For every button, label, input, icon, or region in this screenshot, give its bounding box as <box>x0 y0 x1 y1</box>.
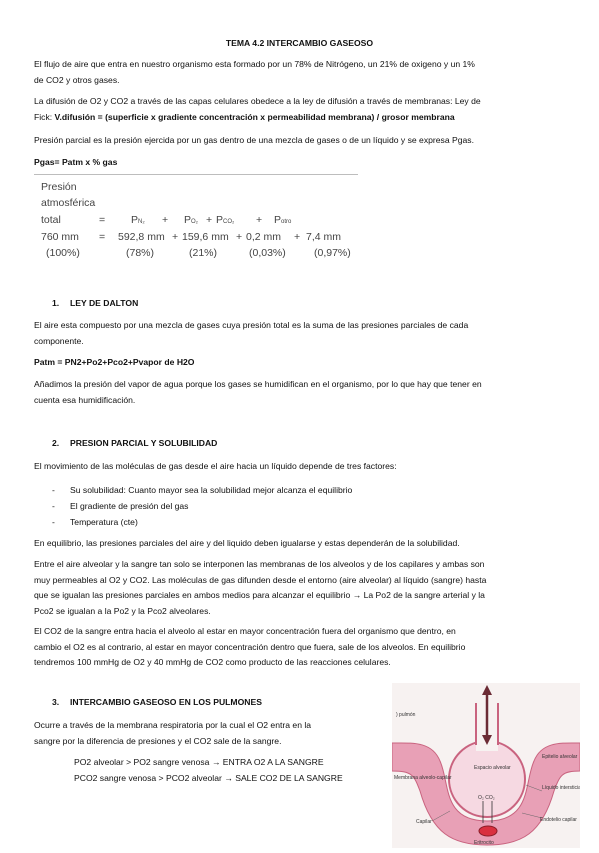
subscript: CO₂ <box>223 219 235 225</box>
text-line: La difusión de O2 y CO2 a través de las capas celulares obedece a la ley de difusión a través de membranas: Ley de <box>34 96 481 106</box>
section-title: LEY DE DALTON <box>70 298 139 308</box>
table-label-atmosferica: atmosférica <box>41 197 96 209</box>
exchange-rule-co2: PCO2 sangre venosa > PCO2 alveolar → SALE CO2 DE LA SANGRE <box>74 773 343 783</box>
pgas-formula: Pgas= Patm x % gas <box>34 157 118 167</box>
solubility-paragraph-2: En equilibrio, las presiones parciales del aire y del liquido deben igualarse y estas dependerán de la solubilidad. <box>34 538 460 548</box>
table-label-presion: Presión <box>41 181 77 193</box>
p-symbol: P <box>184 214 192 226</box>
table-po2 <box>184 214 198 226</box>
table-n2-pct: (78%) <box>126 247 155 259</box>
figure-label-membrana: Membrana alveolo-capilar <box>394 775 452 781</box>
alveolar-membrane-figure <box>392 683 580 848</box>
table-plus: + <box>294 231 301 243</box>
bullet-dash: - <box>52 517 55 527</box>
fick-formula: V.difusión = (superficie x gradiente concentración x permeabilidad membrana) / grosor membrana <box>54 111 455 122</box>
dalton-paragraph-1 <box>34 318 468 349</box>
section-title: INTERCAMBIO GASEOSO EN LOS PULMONES <box>70 697 262 707</box>
text-line: Añadimos la presión del vapor de agua porque los gases se humidifican en el organismo, por lo que hay que tener en <box>34 379 482 389</box>
pressure-table <box>34 174 358 269</box>
figure-label-gases: O₂ CO₂ <box>478 795 495 801</box>
table-total-value: 760 mm <box>41 231 79 243</box>
list-item-text: Temperatura (cte) <box>70 517 138 527</box>
table-equals: = <box>99 231 106 243</box>
table-pco2 <box>216 214 234 226</box>
list-item-text: Su solubilidad: Cuanto mayor sea la solubilidad mejor alcanza el equilibrio <box>70 485 353 495</box>
table-plus: + <box>162 214 169 226</box>
exchange-rule-o2: PO2 alveolar > PO2 sangre venosa → ENTRA O2 A LA SANGRE <box>74 757 324 767</box>
table-equals: = <box>99 214 106 226</box>
table-other-value: 7,4 mm <box>306 231 342 243</box>
table-other-pct: (0,97%) <box>314 247 351 259</box>
figure-label-epitelio: Epitelio alveolar <box>542 754 578 760</box>
table-o2-pct: (21%) <box>189 247 218 259</box>
intro-paragraph-3: Presión parcial es la presión ejercida por un gas dentro de una mezcla de gases o de un líquido y se expresa Pgas. <box>34 135 474 145</box>
table-plus: + <box>206 214 213 226</box>
section-2-heading <box>52 438 217 448</box>
list-item <box>52 501 188 511</box>
list-item <box>52 517 138 527</box>
dalton-paragraph-2 <box>34 377 482 408</box>
erythrocyte-cell <box>479 826 497 836</box>
section-1-heading <box>52 298 138 308</box>
figure-label-top: ) pulmón <box>396 712 416 718</box>
p-symbol: P <box>216 214 224 226</box>
subscript: otro <box>281 219 292 225</box>
text-line: muy permeables al O2 y CO2. Las moléculas de gas difunden desde el entorno (aire alveolar) al líquido (sangre) hasta <box>34 574 487 585</box>
text-line: componente. <box>34 335 84 346</box>
list-item <box>52 485 352 495</box>
text-line: sangre por la diferencia de presiones y el CO2 sale de la sangre. <box>34 735 282 746</box>
bullet-dash: - <box>52 501 55 511</box>
section-title: PRESION PARCIAL Y SOLUBILIDAD <box>70 438 218 448</box>
intro-paragraph-2 <box>34 94 481 125</box>
text-line: Pco2 se igualan a la Po2 y la Pco2 alveolares. <box>34 605 211 616</box>
dalton-formula: Patm = PN2+Po2+Pco2+Pvapor de H2O <box>34 357 195 367</box>
figure-label-liquido: Líquido intersticial <box>542 785 580 791</box>
list-item-text: El gradiente de presión del gas <box>70 501 189 511</box>
table-label-total: total <box>41 214 61 226</box>
solubility-paragraph-3 <box>34 557 486 619</box>
figure-label-eritrocito: Eritrocito <box>474 840 494 846</box>
section-3-heading <box>52 697 262 707</box>
solubility-paragraph-4 <box>34 624 465 671</box>
fick-label: Fick: <box>34 111 55 122</box>
alveolus <box>449 741 525 817</box>
figure-label-endotelio: Endotelio capilar <box>540 817 577 823</box>
subscript: N₂ <box>138 219 145 225</box>
table-potro <box>274 214 291 226</box>
section-number: 1. <box>52 298 60 308</box>
table-co2-pct: (0,03%) <box>249 247 286 259</box>
solubility-paragraph-1: El movimiento de las moléculas de gas desde el aire hacia un líquido depende de tres factores: <box>34 461 397 471</box>
section-number: 3. <box>52 697 60 707</box>
figure-label-espacio: Espacio alveolar <box>474 765 511 771</box>
alveolus-diagram <box>392 683 580 848</box>
table-o2-value: 159,6 mm <box>182 231 229 243</box>
bullet-dash: - <box>52 485 55 495</box>
text-line: El flujo de aire que entra en nuestro organismo esta formado por un 78% de Nitrógeno, un 21% de oxigeno y un 1% <box>34 59 475 69</box>
text-line: El aire esta compuesto por una mezcla de gases cuya presión total es la suma de las presiones parciales de cada <box>34 320 469 330</box>
p-symbol: P <box>274 214 282 226</box>
page-title: TEMA 4.2 INTERCAMBIO GASEOSO <box>225 38 374 48</box>
table-pn2 <box>131 214 145 226</box>
text-line: Entre el aire alveolar y la sangre tan solo se interponen las membranas de los alveolos y de los capilares y ambas son <box>34 559 485 569</box>
table-plus: + <box>172 231 179 243</box>
exchange-paragraph-1 <box>34 718 311 749</box>
intro-paragraph-1 <box>34 57 475 88</box>
figure-label-capilar: Capilar <box>416 819 432 825</box>
table-plus: + <box>256 214 263 226</box>
table-plus: + <box>236 231 243 243</box>
text-line: Ocurre a través de la membrana respiratoria por la cual el O2 entra en la <box>34 720 312 730</box>
table-co2-value: 0,2 mm <box>246 231 282 243</box>
text-line <box>34 110 481 126</box>
text-line: El CO2 de la sangre entra hacia el alveolo al estar en mayor concentración fuera del organismo que dentro, en <box>34 626 456 636</box>
text-line: que se igualan las presiones parciales en ambos medios para alcanzar el equilibrio → La Po2 de la sangre arterial y la <box>34 590 485 600</box>
table-total-pct: (100%) <box>46 247 80 259</box>
section-number: 2. <box>52 438 60 448</box>
text-line: de CO2 y otros gases. <box>34 74 120 85</box>
table-n2-value: 592,8 mm <box>118 231 165 243</box>
text-line: cuenta esa humidificación. <box>34 394 136 405</box>
p-symbol: P <box>131 214 139 226</box>
text-line: tendremos 100 mmHg de O2 y 40 mmHg de CO2 como producto de las reacciones celulares. <box>34 657 391 667</box>
subscript: O₂ <box>191 219 199 225</box>
text-line: cambio el O2 es al contrario, al estar en mayor concentración dentro que fuera, sale de los alveolos. En equilibrio <box>34 641 466 652</box>
